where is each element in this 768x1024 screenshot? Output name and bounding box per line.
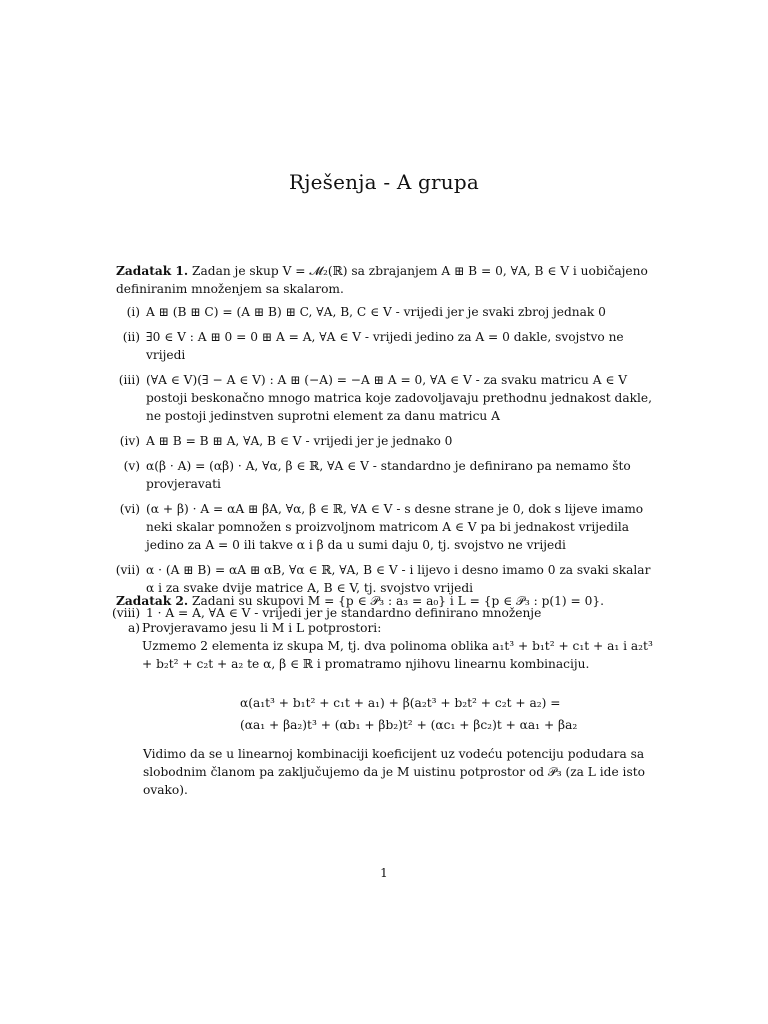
equation-line-1: α(a₁t³ + b₁t² + c₁t + a₁) + β(a₂t³ + b₂t² + c₂t + a₂) = — [240, 696, 561, 710]
part-a-line-1: Provjeravamo jesu li M i L potprostori: — [142, 621, 382, 635]
item-text: A ⊞ (B ⊞ C) = (A ⊞ B) ⊞ C, ∀A, B, C ∈ V - vrijedi jer je svaki zbroj jednak 0 — [146, 305, 606, 319]
item-number: (v) — [123, 459, 140, 473]
item-number: (iv) — [119, 434, 140, 448]
part-a-number: a) — [128, 621, 141, 635]
item-text: ∃0 ∈ V : A ⊞ 0 = 0 ⊞ A = A, ∀A ∈ V - vrijedi jedino za A = 0 dakle, svojstvo ne vrijedi — [146, 330, 624, 362]
property-item — [112, 432, 658, 450]
task-1 — [116, 262, 656, 298]
item-number: (i) — [126, 305, 140, 319]
item-text: A ⊞ B = B ⊞ A, ∀A, B ∈ V - vrijedi jer je jednako 0 — [146, 434, 453, 448]
page-title: Rješenja - A grupa — [288, 170, 480, 194]
task-2 — [116, 592, 656, 610]
item-number: (vii) — [115, 563, 140, 577]
property-item — [112, 328, 658, 364]
task-2-label: Zadatak 2. — [116, 594, 189, 608]
property-item — [112, 500, 658, 554]
part-a-line-2: Uzmemo 2 elementa iz skupa M, tj. dva polinoma oblika a₁t³ + b₁t² + c₁t + a₁ i a₂t³ + b₂t² + c₂t + a₂ te α, β ∈ ℝ i promatramo njihovu linearnu kombinaciju. — [142, 639, 653, 671]
item-text: 1 · A = A, ∀A ∈ V - vrijedi jer je standardno definirano množenje — [146, 606, 542, 620]
property-item — [112, 457, 658, 493]
item-number: (viii) — [112, 606, 141, 620]
task-1-label: Zadatak 1. — [116, 264, 189, 278]
task-2-text: Zadani su skupovi M = {p ∈ 𝒫₃ : a₃ = a₀} i L = {p ∈ 𝒫₃ : p(1) = 0}. — [192, 594, 604, 608]
item-text: (α + β) · A = αA ⊞ βA, ∀α, β ∈ ℝ, ∀A ∈ V - s desne strane je 0, dok s lijeve imamo neki skalar pomnožen s proizvoljnom matricom A ∈ V pa bi jednakost vrijedila jedino za A = 0 ili takve α i β da u sumi daju 0, tj. svojstvo ne vrijedi — [146, 502, 644, 552]
equation-line-2: (αa₁ + βa₂)t³ + (αb₁ + βb₂)t² + (αc₁ + βc₂)t + αa₁ + βa₂ — [240, 718, 578, 732]
property-list — [112, 303, 658, 629]
part-a — [128, 619, 654, 673]
task-1-text: Zadan je skup V = 𝓜₂(ℝ) sa zbrajanjem A ⊞ B = 0, ∀A, B ∈ V i uobičajeno definiranim množenjem sa skalarom. — [116, 264, 648, 296]
item-number: (iii) — [118, 373, 140, 387]
item-text: (∀A ∈ V)(∃ − A ∈ V) : A ⊞ (−A) = −A ⊞ A = 0, ∀A ∈ V - za svaku matricu A ∈ V postoji beskonačno mnogo matrica koje zadovoljavaju prethodnu jednakost dakle, ne postoji jedinstven suprotni element za danu matricu A — [146, 373, 652, 423]
conclusion-paragraph: Vidimo da se u linearnoj kombinaciji koeficijent uz vodeću potenciju podudara sa slobodnim članom pa zaključujemo da je M uistinu potprostor od 𝒫₃ (za L ide isto ovako). — [143, 747, 645, 797]
property-item — [112, 303, 658, 321]
item-number: (vi) — [119, 502, 140, 516]
item-text: α(β · A) = (αβ) · A, ∀α, β ∈ ℝ, ∀A ∈ V - standardno je definirano pa nemamo što provjeravati — [146, 459, 631, 491]
item-text: α · (A ⊞ B) = αA ⊞ αB, ∀α ∈ ℝ, ∀A, B ∈ V - i lijevo i desno imamo 0 za svaki skalar α i za svake dvije matrice A, B ∈ V, tj. svojstvo vrijedi — [146, 563, 651, 595]
item-number: (ii) — [122, 330, 140, 344]
property-item — [112, 371, 658, 425]
equation — [240, 694, 640, 734]
page-number: 1 — [380, 866, 388, 880]
